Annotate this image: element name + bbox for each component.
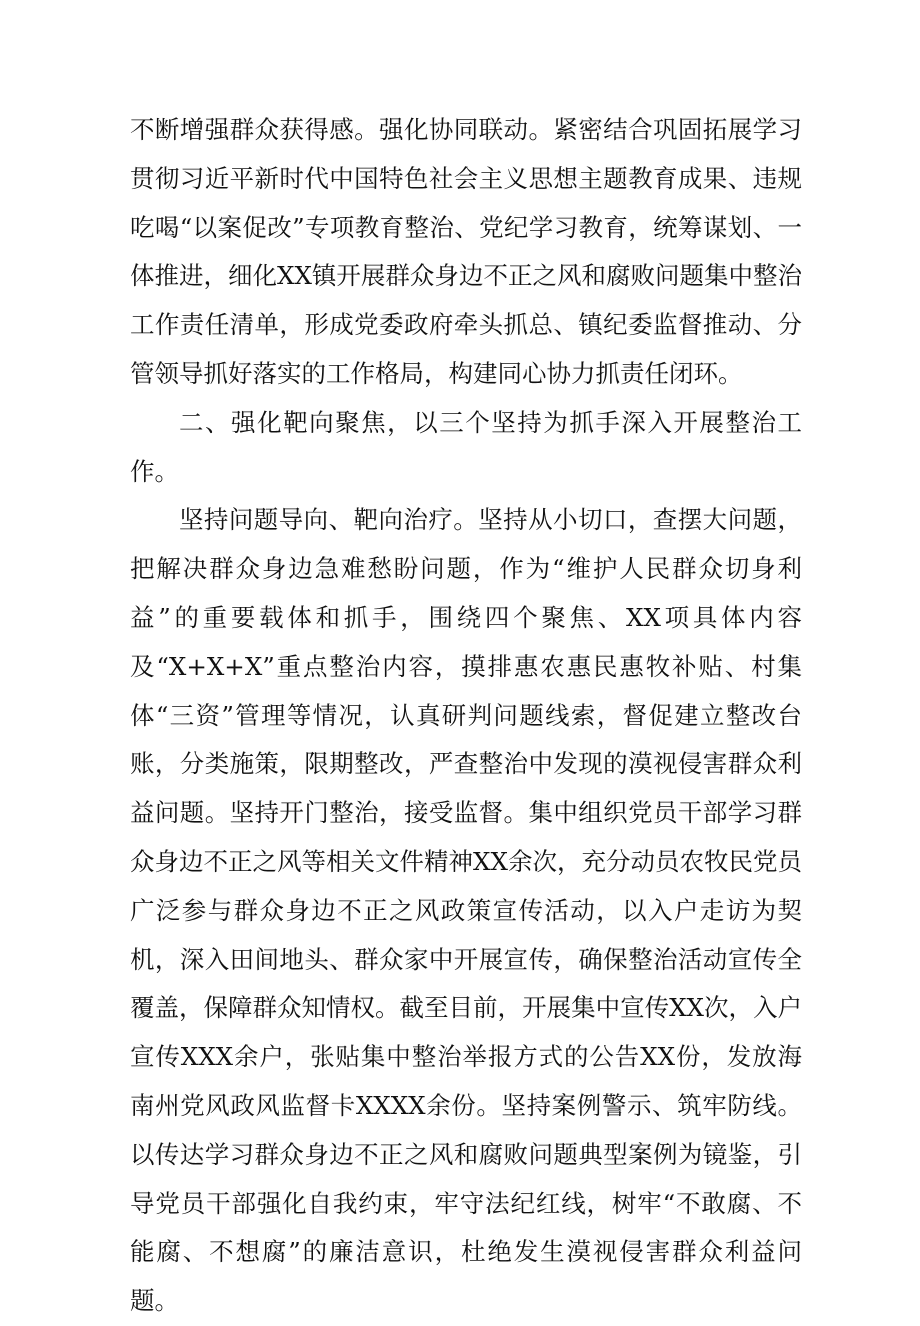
paragraph-2-section-heading: 二、强化靶向聚焦，以三个坚持为抓手深入开展整治工作。 [130, 407, 802, 486]
paragraph-1: 不断增强群众获得感。强化协同联动。紧密结合巩固拓展学习贯彻习近平新时代中国特色社会主义思想主题教育成果、违规吃喝“以案促改”专项教育整治、党纪学习教育，统筹谋划、一体推进，细化XX镇开展群众身边不正之风和腐败问题集中整治工作责任清单，形成党委政府牵头抓总、镇纪委监督推动、分管领导抓好落实的工作格局，构建同心协力抓责任闭环。 [130, 115, 802, 388]
paragraph-3: 坚持问题导向、靶向治疗。坚持从小切口，查摆大问题，把解决群众身边急难愁盼问题，作为“维护人民群众切身利益”的重要载体和抓手，围绕四个聚焦、XX项具体内容及“X+X+X”重点整治内容，摸排惠农惠民惠牧补贴、村集体“三资”管理等情况，认真研判问题线索，督促建立整改台账，分类施策，限期整改，严查整治中发现的漠视侵害群众利益问题。坚持开门整治，接受监督。集中组织党员干部学习群众身边不正之风等相关文件精神XX余次，充分动员农牧民党员广泛参与群众身边不正之风政策宣传活动，以入户走访为契机，深入田间地头、群众家中开展宣传，确保整治活动宣传全覆盖，保障群众知情权。截至目前，开展集中宣传XX次，入户宣传XXX余户，张贴集中整治举报方式的公告XX份，发放海南州党风政风监督卡XXXX余份。坚持案例警示、筑牢防线。以传达学习群众身边不正之风和腐败问题典型案例为镜鉴，引导党员干部强化自我约束，牢守法纪红线，树牢“不敢腐、不能腐、不想腐”的廉洁意识，杜绝发生漠视侵害群众利益问题。 [130, 505, 802, 1316]
document-body [130, 106, 802, 1326]
